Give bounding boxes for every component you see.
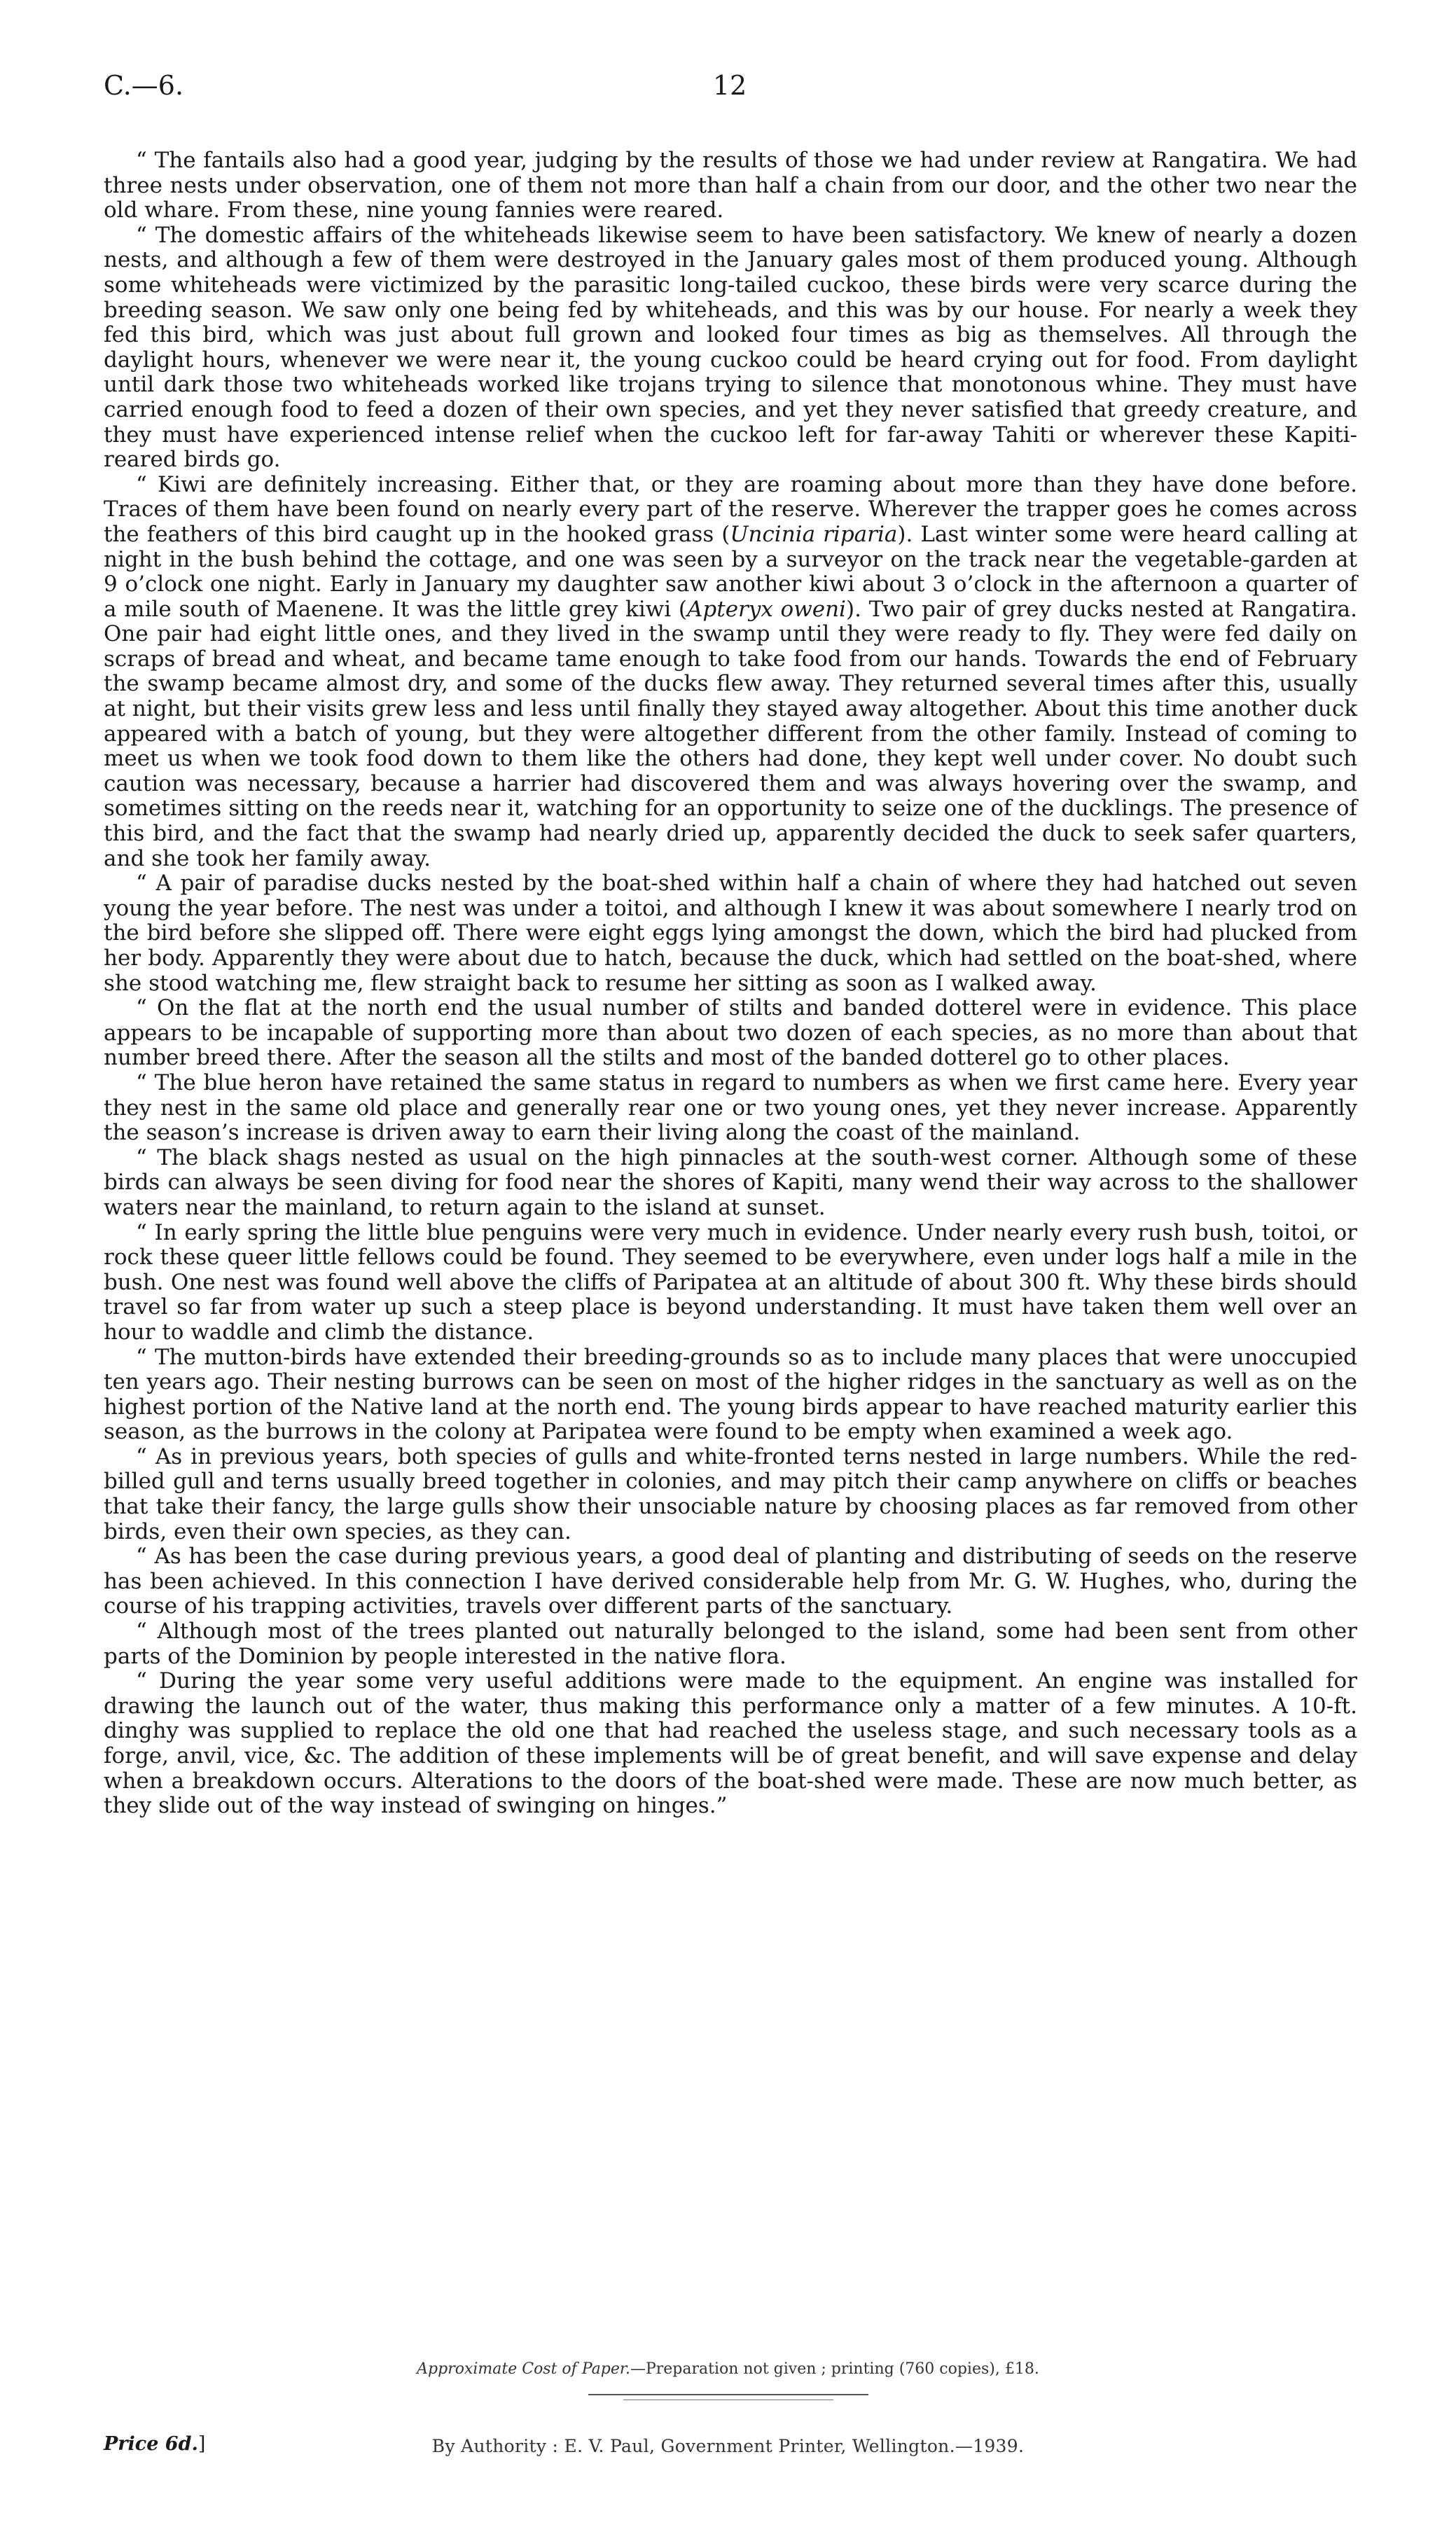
cost-text: —Preparation not given ; printing (760 copies), £18.	[630, 2360, 1039, 2378]
paragraph-trees: “ Although most of the trees planted out naturally belonged to the island, some had been sent from other parts of the Dominion by people interested in the native flora.	[104, 1619, 1357, 1669]
cost-label: Approximate Cost of Paper.	[417, 2360, 630, 2378]
paragraph-mutton-birds: “ The mutton-birds have extended their breeding-grounds so as to include many places that were unoccupied ten years ago. Their nesting burrows can be seen on most of the higher ridges in the sanctuary as well as on the highest portion of the Native land at the north end. The young birds appear to have reached maturity earlier this season, as the burrows in the colony at Paripatea were found to be empty when examined a week ago.	[104, 1344, 1357, 1445]
paragraph-stilts: “ On the flat at the north end the usual number of stilts and banded dotterel were in evidence. This place appears to be incapable of supporting more than about two dozen of each species, as no more than about that number breed there. After the season all the stilts and most of the banded dotterel go to other places.	[104, 995, 1357, 1071]
species-name-uncinia: Uncinia riparia	[730, 521, 898, 547]
printer-authority-line: By Authority : E. V. Paul, Government Printer, Wellington.—1939.	[431, 2436, 1025, 2456]
divider-rule	[588, 2394, 868, 2395]
paragraph-blue-heron: “ The blue heron have retained the same status in regard to numbers as when we first came here. Every year they nest in the same old place and generally rear one or two young ones, yet they never increase. Apparently the season’s increase is driven away to earn their living along the coast of the mainland.	[104, 1069, 1357, 1146]
paragraph-equipment: “ During the year some very useful additions were made to the equipment. An engine was installed for drawing the launch out of the water, thus making this performance only a matter of a few minutes. A 10-ft. dinghy was supplied to replace the old one that had reached the useless stage, and such necessary tools as a forge, anvil, vice, &c. The addition of these implements will be of great benefit, and will save expense and delay when a breakdown occurs. Alterations to the doors of the boat-shed were made. These are now much better, as they slide out of the way instead of swinging on hinges.”	[104, 1668, 1357, 1819]
paragraph-fantails: “ The fantails also had a good year, judging by the results of those we had under review at Rangatira. We had three nests under observation, one of them not more than half a chain from our door, and the other two near the old whare. From these, nine young fannies were reared.	[104, 148, 1357, 223]
document-series-code: C.—6.	[104, 70, 184, 101]
species-name-apteryx: Apteryx oweni	[687, 596, 846, 622]
paragraph-penguins: “ In early spring the little blue penguins were very much in evidence. Under nearly every rush bush, toitoi, or rock these queer little fellows could be found. They seemed to be everywhere, even under logs half a mile in the bush. One nest was found well above the cliffs of Paripatea at an altitude of about 300 ft. Why these birds should travel so far from water up such a steep place is beyond understanding. It must have taken them well over an hour to waddle and climb the distance.	[104, 1219, 1357, 1345]
page-number: 12	[712, 70, 747, 101]
paragraph-gulls: “ As in previous years, both species of gulls and white-fronted terns nested in large numbers. While the red-billed gull and terns usually breed together in colonies, and may pitch their camp anywhere on cliffs or beaches that take their fancy, the large gulls show their unsociable nature by choosing places as far removed from other birds, even their own species, as they can.	[104, 1443, 1357, 1544]
page-header	[104, 70, 1356, 112]
price-text: Price 6d.	[104, 2433, 198, 2455]
kiwi-text-part-1: “ Kiwi are definitely increasing. Either that, or they are roaming about more than they have done before. Traces of them have been found on nearly every part of the reserve. Wherever the trapper goes he comes across the feathers of this bird caught up in the hooked grass (	[104, 471, 1357, 547]
paragraph-black-shags: “ The black shags nested as usual on the high pinnacles at the south-west corner. Although some of these birds can always be seen diving for food near the shores of Kapiti, many wend their way across to the shallower waters near the mainland, to return again to the island at sunset.	[104, 1144, 1357, 1220]
kiwi-text-part-2: ). Last winter some were heard calling at night in the bush behind the cottage, and one was seen by a surveyor on the track near the vegetable-garden at 9 o’clock one night. Early in January my daughter saw another kiwi about 3 o’clock in the afternoon a quarter of a mile south of Maenene. It was the little grey kiwi (	[104, 521, 1357, 622]
paragraph-paradise-ducks: “ A pair of paradise ducks nested by the boat-shed within half a chain of where they had hatched out seven young the year before. The nest was under a toitoi, and although I knew it was about somewhere I nearly trod on the bird before she slipped off. There were eight eggs lying amongst the down, which the bird had plucked from her body. Apparently they were about due to hatch, because the duck, which had settled on the boat-shed, where she stood watching me, flew straight back to resume her sitting as soon as I walked away.	[104, 871, 1357, 996]
cost-note	[0, 2360, 1456, 2378]
price-bracket: ]	[197, 2433, 206, 2455]
paragraph-whiteheads: “ The domestic affairs of the whiteheads likewise seem to have been satisfactory. We knew of nearly a dozen nests, and although a few of them were destroyed in the January gales most of them produced young. Although some whiteheads were victimized by the parasitic long-tailed cuckoo, these birds were very scarce during the breeding season. We saw only one being fed by whiteheads, and this was by our house. For nearly a week they fed this bird, which was just about full grown and looked four times as big as themselves. All through the daylight hours, whenever we were near it, the young cuckoo could be heard crying out for food. From daylight until dark those two whiteheads worked like trojans trying to silence that monotonous whine. They must have carried enough food to feed a dozen of their own species, and yet they never satisfied that greedy creature, and they must have experienced intense relief when the cuckoo left for far-away Tahiti or wherever these Kapiti-reared birds go.	[104, 222, 1357, 473]
kiwi-text-part-3: ). Two pair of grey ducks nested at Rangatira. One pair had eight little ones, and they lived in the swamp until they were ready to fly. They were fed daily on scraps of bread and wheat, and became tame enough to take food from our hands. Towards the end of February the swamp became almost dry, and some of the ducks flew away. They returned several times after this, usually at night, but their visits grew less and less until finally they stayed away altogether. About this time another duck appeared with a batch of young, but they were altogether different from the other family. Instead of coming to meet us when we took food down to them like the others had done, they kept well under cover. No doubt such caution was necessary, because a harrier had discovered them and was always hovering over the swamp, and sometimes sitting on the reeds near it, watching for an opportunity to seize one of the ducklings. The presence of this bird, and the fact that the swamp had nearly dried up, apparently decided the duck to seek safer quarters, and she took her family away.	[104, 596, 1357, 871]
paragraph-kiwi	[104, 473, 1357, 872]
body-text	[104, 148, 1357, 1819]
paragraph-planting: “ As has been the case during previous years, a good deal of planting and distributing of seeds on the reserve has been achieved. In this connection I have derived considerable help from Mr. G. W. Hughes, who, during the course of his trapping activities, travels over different parts of the sanctuary.	[104, 1544, 1357, 1619]
